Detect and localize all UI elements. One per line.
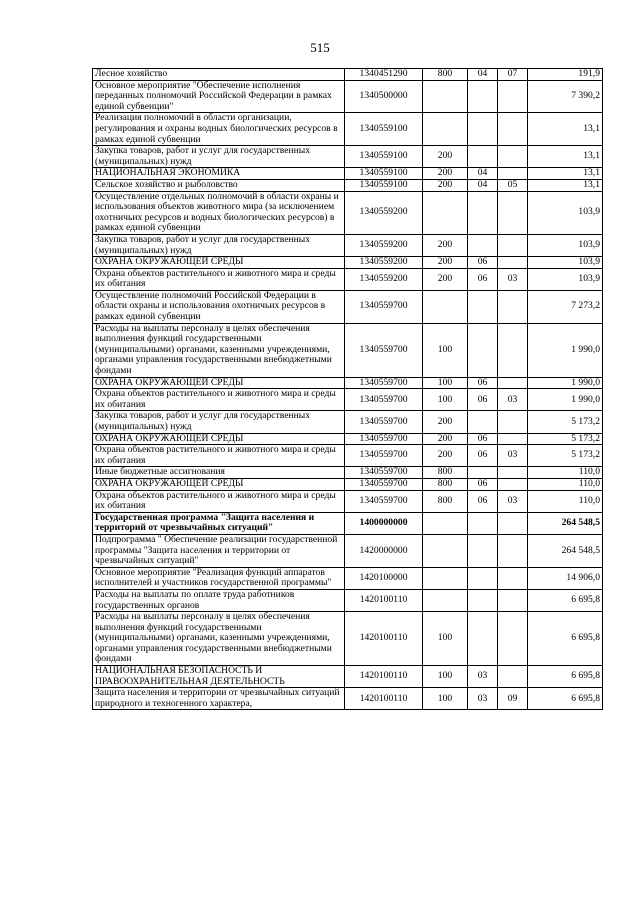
amount-cell: 110,0	[528, 490, 603, 512]
section-cell	[468, 113, 498, 146]
subsection-cell	[498, 433, 528, 445]
section-cell	[468, 512, 498, 534]
table-row	[93, 534, 603, 567]
target-code-cell: 1400000000	[345, 512, 423, 534]
table-row	[93, 612, 603, 666]
subsection-cell	[498, 290, 528, 323]
target-code-cell: 1340559200	[345, 257, 423, 269]
subsection-cell: 03	[498, 268, 528, 290]
section-cell: 06	[468, 433, 498, 445]
subsection-cell	[498, 377, 528, 389]
expense-type-cell: 200	[423, 411, 468, 433]
target-code-cell: 1420100110	[345, 612, 423, 666]
expense-type-cell: 100	[423, 666, 468, 688]
row-name-cell: Осуществление отдельных полномочий в области охраны и использования объектов животного мира (за исключением охотничьих ресурсов и водных биологических ресурсов) в рамках единой субвенции	[93, 191, 345, 234]
subsection-cell	[498, 411, 528, 433]
amount-cell: 264 548,5	[528, 512, 603, 534]
amount-cell: 1 990,0	[528, 389, 603, 411]
amount-cell: 1 990,0	[528, 323, 603, 377]
amount-cell: 6 695,8	[528, 666, 603, 688]
expense-type-cell: 100	[423, 612, 468, 666]
expense-type-cell	[423, 113, 468, 146]
budget-table	[92, 68, 603, 710]
target-code-cell: 1340451290	[345, 69, 423, 81]
target-code-cell: 1420100110	[345, 688, 423, 710]
section-cell: 06	[468, 445, 498, 467]
target-code-cell: 1340559700	[345, 323, 423, 377]
table-row	[93, 191, 603, 234]
table-row	[93, 512, 603, 534]
row-name-cell: Защита населения и территории от чрезвычайных ситуаций природного и техногенного характера,	[93, 688, 345, 710]
expense-type-cell: 800	[423, 478, 468, 490]
table-row	[93, 377, 603, 389]
expense-type-cell: 200	[423, 445, 468, 467]
subsection-cell: 09	[498, 688, 528, 710]
section-cell	[468, 467, 498, 479]
section-cell: 06	[468, 257, 498, 269]
subsection-cell: 03	[498, 389, 528, 411]
subsection-cell	[498, 478, 528, 490]
table-row	[93, 478, 603, 490]
section-cell: 06	[468, 478, 498, 490]
row-name-cell: Иные бюджетные ассигнования	[93, 467, 345, 479]
table-row	[93, 179, 603, 191]
section-cell	[468, 612, 498, 666]
expense-type-cell: 200	[423, 433, 468, 445]
row-name-cell: ОХРАНА ОКРУЖАЮЩЕЙ СРЕДЫ	[93, 478, 345, 490]
expense-type-cell	[423, 567, 468, 589]
table-row	[93, 666, 603, 688]
subsection-cell: 05	[498, 179, 528, 191]
expense-type-cell: 200	[423, 268, 468, 290]
target-code-cell: 1340559100	[345, 168, 423, 180]
section-cell	[468, 534, 498, 567]
subsection-cell	[498, 113, 528, 146]
amount-cell: 13,1	[528, 113, 603, 146]
table-row	[93, 411, 603, 433]
target-code-cell: 1340559700	[345, 411, 423, 433]
section-cell: 03	[468, 666, 498, 688]
expense-type-cell: 800	[423, 467, 468, 479]
expense-type-cell: 100	[423, 688, 468, 710]
section-cell: 06	[468, 389, 498, 411]
amount-cell: 13,1	[528, 168, 603, 180]
section-cell: 04	[468, 179, 498, 191]
target-code-cell: 1340559200	[345, 268, 423, 290]
table-row	[93, 445, 603, 467]
subsection-cell	[498, 80, 528, 113]
expense-type-cell: 200	[423, 168, 468, 180]
subsection-cell	[498, 534, 528, 567]
section-cell: 04	[468, 168, 498, 180]
row-name-cell: НАЦИОНАЛЬНАЯ ЭКОНОМИКА	[93, 168, 345, 180]
expense-type-cell	[423, 534, 468, 567]
table-row	[93, 257, 603, 269]
section-cell	[468, 411, 498, 433]
table-row	[93, 268, 603, 290]
target-code-cell: 1420100000	[345, 567, 423, 589]
section-cell: 04	[468, 69, 498, 81]
row-name-cell: Государственная программа "Защита населения и территорий от чрезвычайных ситуаций"	[93, 512, 345, 534]
table-row	[93, 113, 603, 146]
table-row	[93, 80, 603, 113]
expense-type-cell: 200	[423, 234, 468, 256]
expense-type-cell: 200	[423, 146, 468, 168]
table-row	[93, 146, 603, 168]
expense-type-cell: 100	[423, 323, 468, 377]
expense-type-cell: 800	[423, 69, 468, 81]
amount-cell: 5 173,2	[528, 411, 603, 433]
section-cell: 06	[468, 490, 498, 512]
table-row	[93, 467, 603, 479]
table-row	[93, 290, 603, 323]
target-code-cell: 1340500000	[345, 80, 423, 113]
row-name-cell: ОХРАНА ОКРУЖАЮЩЕЙ СРЕДЫ	[93, 433, 345, 445]
row-name-cell: Охрана объектов растительного и животного мира и среды их обитания	[93, 268, 345, 290]
target-code-cell: 1420000000	[345, 534, 423, 567]
subsection-cell	[498, 257, 528, 269]
subsection-cell	[498, 168, 528, 180]
amount-cell: 7 273,2	[528, 290, 603, 323]
amount-cell: 5 173,2	[528, 445, 603, 467]
section-cell	[468, 323, 498, 377]
amount-cell: 6 695,8	[528, 612, 603, 666]
target-code-cell: 1340559700	[345, 467, 423, 479]
table-row	[93, 234, 603, 256]
amount-cell: 191,9	[528, 69, 603, 81]
amount-cell: 103,9	[528, 257, 603, 269]
subsection-cell	[498, 512, 528, 534]
subsection-cell	[498, 612, 528, 666]
target-code-cell: 1340559200	[345, 234, 423, 256]
expense-type-cell	[423, 290, 468, 323]
subsection-cell: 03	[498, 445, 528, 467]
row-name-cell: Основное мероприятие "Реализация функций аппаратов исполнителей и участников государственной программы"	[93, 567, 345, 589]
table-row	[93, 490, 603, 512]
amount-cell: 110,0	[528, 467, 603, 479]
table-row	[93, 589, 603, 611]
row-name-cell: Закупка товаров, работ и услуг для государственных (муниципальных) нужд	[93, 411, 345, 433]
row-name-cell: Подпрограмма " Обеспечение реализации государственной программы "Защита населения и территории от чрезвычайных ситуаций"	[93, 534, 345, 567]
section-cell	[468, 146, 498, 168]
table-row	[93, 567, 603, 589]
expense-type-cell	[423, 191, 468, 234]
subsection-cell	[498, 234, 528, 256]
row-name-cell: ОХРАНА ОКРУЖАЮЩЕЙ СРЕДЫ	[93, 257, 345, 269]
amount-cell: 264 548,5	[528, 534, 603, 567]
amount-cell: 1 990,0	[528, 377, 603, 389]
row-name-cell: ОХРАНА ОКРУЖАЮЩЕЙ СРЕДЫ	[93, 377, 345, 389]
target-code-cell: 1420100110	[345, 589, 423, 611]
row-name-cell: НАЦИОНАЛЬНАЯ БЕЗОПАСНОСТЬ И ПРАВООХРАНИТЕЛЬНАЯ ДЕЯТЕЛЬНОСТЬ	[93, 666, 345, 688]
expense-type-cell: 200	[423, 179, 468, 191]
amount-cell: 6 695,8	[528, 688, 603, 710]
section-cell	[468, 290, 498, 323]
expense-type-cell: 200	[423, 257, 468, 269]
target-code-cell: 1420100110	[345, 666, 423, 688]
expense-type-cell	[423, 589, 468, 611]
table-row	[93, 389, 603, 411]
row-name-cell: Охрана объектов растительного и животного мира и среды их обитания	[93, 389, 345, 411]
subsection-cell	[498, 146, 528, 168]
section-cell	[468, 589, 498, 611]
row-name-cell: Реализация полномочий в области организации, регулирования и охраны водных биологических ресурсов в рамках единой субвенции	[93, 113, 345, 146]
amount-cell: 6 695,8	[528, 589, 603, 611]
section-cell	[468, 567, 498, 589]
target-code-cell: 1340559700	[345, 490, 423, 512]
amount-cell: 103,9	[528, 234, 603, 256]
expense-type-cell	[423, 80, 468, 113]
subsection-cell	[498, 567, 528, 589]
subsection-cell	[498, 467, 528, 479]
amount-cell: 103,9	[528, 191, 603, 234]
section-cell	[468, 191, 498, 234]
row-name-cell: Охрана объектов растительного и животного мира и среды их обитания	[93, 490, 345, 512]
row-name-cell: Сельское хозяйство и рыболовство	[93, 179, 345, 191]
expense-type-cell: 100	[423, 377, 468, 389]
row-name-cell: Расходы на выплаты по оплате труда работников государственных органов	[93, 589, 345, 611]
subsection-cell	[498, 589, 528, 611]
target-code-cell: 1340559700	[345, 445, 423, 467]
row-name-cell: Лесное хозяйство	[93, 69, 345, 81]
target-code-cell: 1340559200	[345, 191, 423, 234]
section-cell	[468, 80, 498, 113]
amount-cell: 7 390,2	[528, 80, 603, 113]
target-code-cell: 1340559700	[345, 433, 423, 445]
target-code-cell: 1340559700	[345, 389, 423, 411]
target-code-cell: 1340559100	[345, 113, 423, 146]
row-name-cell: Охрана объектов растительного и животного мира и среды их обитания	[93, 445, 345, 467]
table-row	[93, 69, 603, 81]
amount-cell: 5 173,2	[528, 433, 603, 445]
target-code-cell: 1340559700	[345, 478, 423, 490]
table-row	[93, 688, 603, 710]
subsection-cell: 07	[498, 69, 528, 81]
subsection-cell: 03	[498, 490, 528, 512]
amount-cell: 13,1	[528, 146, 603, 168]
row-name-cell: Осуществление полномочий Российской Федерации в области охраны и использования охотничьих ресурсов в рамках единой субвенции	[93, 290, 345, 323]
section-cell: 06	[468, 377, 498, 389]
amount-cell: 103,9	[528, 268, 603, 290]
amount-cell: 13,1	[528, 179, 603, 191]
target-code-cell: 1340559700	[345, 290, 423, 323]
section-cell: 03	[468, 688, 498, 710]
section-cell	[468, 234, 498, 256]
page-number: 515	[310, 40, 330, 55]
subsection-cell	[498, 191, 528, 234]
expense-type-cell	[423, 512, 468, 534]
subsection-cell	[498, 323, 528, 377]
table-row	[93, 168, 603, 180]
expense-type-cell: 800	[423, 490, 468, 512]
amount-cell: 110,0	[528, 478, 603, 490]
target-code-cell: 1340559100	[345, 179, 423, 191]
amount-cell: 14 906,0	[528, 567, 603, 589]
row-name-cell: Расходы на выплаты персоналу в целях обеспечения выполнения функций государственными (муниципальными) органами, казенными учреждениями, органами управления государственными внебюджетными фондами	[93, 323, 345, 377]
target-code-cell: 1340559700	[345, 377, 423, 389]
table-row	[93, 433, 603, 445]
row-name-cell: Закупка товаров, работ и услуг для государственных (муниципальных) нужд	[93, 234, 345, 256]
row-name-cell: Основное мероприятие "Обеспечение исполнения переданных полномочий Российской Федерации в рамках единой субвенции"	[93, 80, 345, 113]
budget-table-body	[93, 69, 603, 710]
row-name-cell: Закупка товаров, работ и услуг для государственных (муниципальных) нужд	[93, 146, 345, 168]
row-name-cell: Расходы на выплаты персоналу в целях обеспечения выполнения функций государственными (муниципальными) органами, казенными учреждениями, органами управления государственными внебюджетными фондами	[93, 612, 345, 666]
table-row	[93, 323, 603, 377]
subsection-cell	[498, 666, 528, 688]
target-code-cell: 1340559100	[345, 146, 423, 168]
section-cell: 06	[468, 268, 498, 290]
expense-type-cell: 100	[423, 389, 468, 411]
